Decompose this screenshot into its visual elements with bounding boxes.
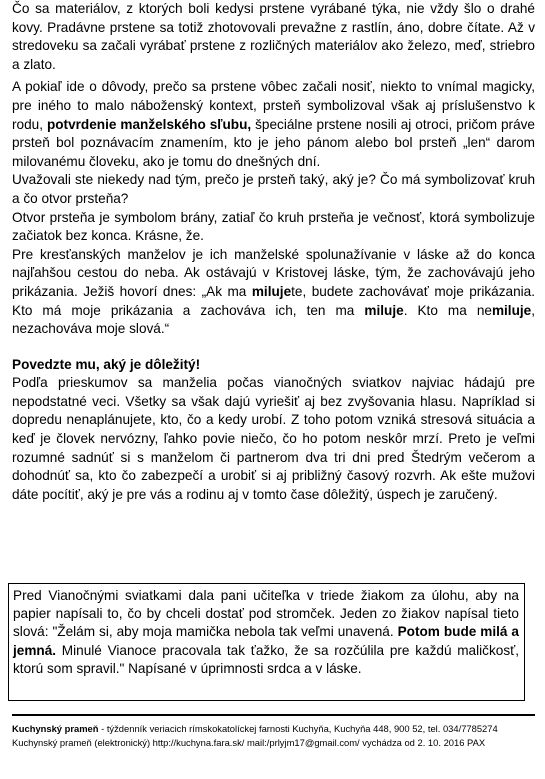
paragraph-christmas: Podľa prieskumov sa manželia počas vianočných sviatkov najviac hádajú pre nepodstatné veci. Všetky sa však dajú vyriešiť aj bez zvyšovania hlasu. Napríklad si dopredu nenaplánujete, kto, čo a kedy urobí. Z toho potom vzniká stresová situácia a keď je človek nervózny, ľahko povie niečo, čo ho potom neskôr mrzí. Preto je veľmi rozumné sadnúť si s manželom či partnerom dva tri dni pred Štedrým večerom a dohodnúť sa, kto čo zabezpečí a urobiť si aj približný časový rozvrh. Ak ešte mužovi dáte pocítiť, aký je pre vás a rodinu aj v tomto čase dôležitý, úspech je zaručený. <box>12 375 535 502</box>
story-box <box>8 583 525 701</box>
paragraph-reasons <box>12 78 535 171</box>
paragraph-christian <box>12 246 535 339</box>
article <box>12 0 535 504</box>
text: A pokiaľ ide o dôvody, prečo sa prstene vôbec začali nosiť, niekto to vnímal magicky, pre iného to malo náboženský kontext, prsteň symbolizoval však aj príslušenstvo k rodu, <box>12 79 535 132</box>
text: , nezachováva moje slová.“ <box>12 302 535 337</box>
text: . Kto ma ne <box>403 302 492 318</box>
bold-text: miluje <box>491 302 532 318</box>
paragraph-materials: Čo sa materiálov, z ktorých boli kedysi prstene vyrábané týka, nie vždy šlo o drahé kovy. Pradávne prstene sa totiž zhotovovali prevažne z rastlín, áno, dobre čítate. Až v stredoveku sa začali vyrábať prstene z rozličných materiálov ako železo, meď, striebro a zlato. <box>12 1 535 72</box>
footer-line-1 <box>12 722 535 736</box>
footer <box>12 714 535 750</box>
bold-text: miluje <box>364 302 404 318</box>
text: Pred Vianočnými sviatkami dala pani učiteľka v triede žiakom za úlohu, aby na papier napísali to, čo by chceli dostať pod stromček. Jeden zo žiakov napísal tieto slová: "Želám si, aby moja mamička nebola tak veľmi unavená. <box>13 588 519 640</box>
spacer <box>12 339 535 356</box>
publication-name: Kuchynský prameň <box>12 723 99 734</box>
story-text <box>13 587 519 678</box>
text: špeciálne prstene nosili aj otroci, pričom práve prsteň bol poznávacím znamením, kto je jeho pánom alebo bol prsteň „len“ darom milovanému človeku, ako je tomu do dnešných dní. <box>12 116 535 169</box>
bold-text: potvrdenie manželského sľubu, <box>46 116 252 132</box>
paragraph-question: Uvažovali ste niekedy nad tým, prečo je prsteň taký, aký je? Čo má symbolizovať kruh a čo otvor prsteňa? <box>12 172 535 206</box>
bold-text: miluje <box>251 283 292 299</box>
paragraph-symbol: Otvor prsteňa je symbolom brány, zatiaľ čo kruh prsteňa je večnosť, ktorá symbolizuje začiatok bez konca. Krásne, že. <box>12 209 535 244</box>
bold-text: Potom bude milá a jemná. <box>13 624 519 658</box>
text: Pre kresťanských manželov je ich manželské spolunažívanie v láske až do konca najľahšou cestou do neba. Ak ostávajú v Kristovej láske, tým, že zachovávajú jeho prikázania. Ježiš hovorí dnes: „Ak ma <box>12 246 535 299</box>
section-heading <box>12 356 535 375</box>
text: Minulé Vianoce pracovala tak ťažko, že sa rozčúlila pre každú maličkosť, ktorú som spravil." Napísané v úprimnosti srdca a v láske. <box>13 642 519 676</box>
publication-info: - týždenník veriacich rímskokatolíckej farnosti Kuchyňa, Kuchyňa 448, 900 52, tel. 034/7785274 <box>98 723 498 734</box>
footer-line-2: Kuchynský prameň (elektronický) http://kuchyna.fara.sk/ mail:/prlyjm17@gmail.com/ vychádza od 2. 10. 2016 PAX <box>12 737 486 748</box>
text: te, budete zachovávať moje prikázania. Kto má moje prikázania a zachováva ich, ten ma <box>12 283 535 318</box>
heading-text: Povedzte mu, aký je dôležitý! <box>12 356 201 372</box>
